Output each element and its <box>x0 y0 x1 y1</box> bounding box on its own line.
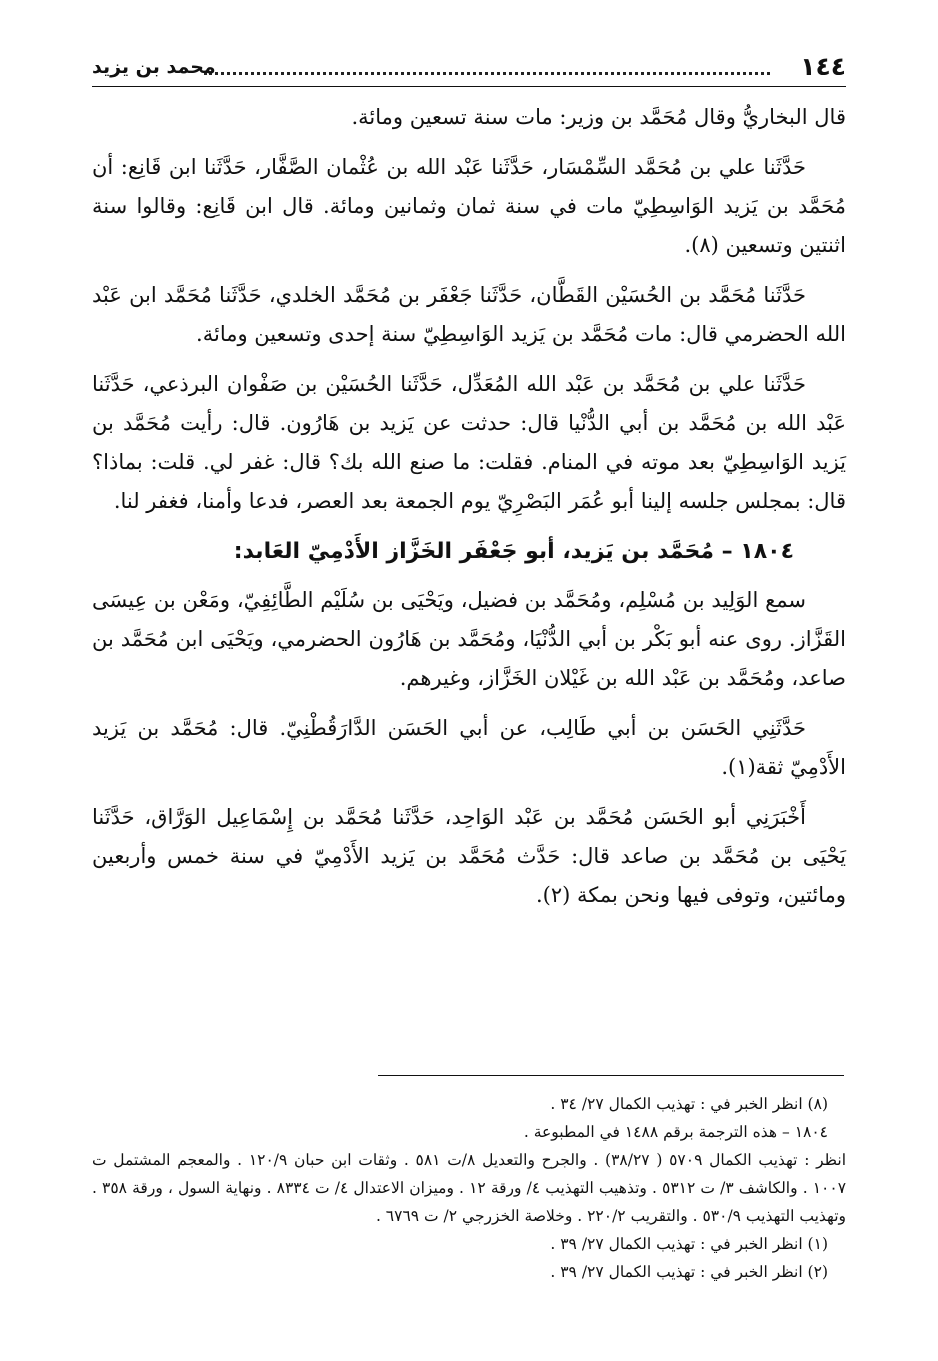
footnote-divider <box>378 1075 844 1076</box>
footnote: (٢) انظر الخبر في : تهذيب الكمال ٢٧/ ٣٩ . <box>550 1263 828 1281</box>
paragraph: قال البخاريُّ وقال مُحَمَّد بن وزير: مات سنة تسعين ومائة. <box>351 105 846 129</box>
running-head: محمد بن يزيد <box>92 56 216 78</box>
entry-paragraph: سمع الوَلِيد بن مُسْلِم، ومُحَمَّد بن فضيل، ويَحْيَى بن سُلَيْم الطَّائِفِيّ، ومَعْن بن عِيسَى القَزَّاز. روى عنه أبو بَكْر بن أبي الدُّنْيَا، ومُحَمَّد بن هَارُون الحضرمي، ويَحْيَى ابن مُحَمَّد بن صاعد، ومُحَمَّد بن عَبْد الله بن غَيْلان الخَزَّاز، وغيرهم. <box>92 588 846 690</box>
footnotes <box>92 1090 846 1286</box>
paragraph: حَدَّثَنا مُحَمَّد بن الحُسَيْن القَطَّان، حَدَّثَنا جَعْفَر بن مُحَمَّد الخلدي، حَدَّثَنا مُحَمَّد ابن عَبْد الله الحضرمي قال: مات مُحَمَّد بن يَزيد الوَاسِطِيّ سنة إحدى وتسعين ومائة. <box>92 283 846 346</box>
page-number: ١٤٤ <box>800 52 846 81</box>
page-header <box>92 50 846 87</box>
entry-paragraph: حَدَّثَنِي الحَسَن بن أبي طَالِب، عن أبي الحَسَن الدَّارَقُطْنِيّ. قال: مُحَمَّد بن يَزيد الأَدْمِيّ ثقة(١). <box>92 716 846 779</box>
dotted-leader <box>204 72 770 75</box>
footnote: ١٨٠٤ – هذه الترجمة برقم ١٤٨٨ في المطبوعة . <box>523 1123 828 1141</box>
footnote: (١) انظر الخبر في : تهذيب الكمال ٢٧/ ٣٩ . <box>550 1235 828 1253</box>
entry-paragraph: أَخْبَرَنِي أبو الحَسَن مُحَمَّد بن عَبْد الوَاحِد، حَدَّثَنا مُحَمَّد بن إِسْمَاعِيل الوَرَّاق، حَدَّثَنا يَحْيَى بن مُحَمَّد بن صاعد قال: حَدَّث مُحَمَّد بن يَزيد الأَدْمِيّ في سنة خمس وأربعين ومائتين، وتوفى فيها ونحن بمكة (٢). <box>92 805 846 907</box>
entry-heading: ١٨٠٤ – مُحَمَّد بن يَزيد، أبو جَعْفَر الخَزَّاز الأَدْمِيّ العَابد: <box>233 539 794 564</box>
footnote: (٨) انظر الخبر في : تهذيب الكمال ٢٧/ ٣٤ . <box>550 1095 828 1113</box>
paragraph: حَدَّثَنا علي بن مُحَمَّد بن عَبْد الله المُعَدِّل، حَدَّثَنا الحُسَيْن بن صَفْوان البرذعي، حَدَّثَنا عَبْد الله بن مُحَمَّد بن أبي الدُّنْيا قال: حدثت عن يَزيد بن هَارُون. قال: رأيت مُحَمَّد بن يَزيد الوَاسِطِيّ بعد موته في المنام. فقلت: ما صنع الله بك؟ قال: غفر لي. قلت: بماذا؟ قال: بمجلس جلسه إلينا أبو عُمَر البَصْرِيّ يوم الجمعة بعد العصر، فدعا وأمنا، فغفر لنا. <box>92 372 846 513</box>
footnote-sources: انظر : تهذيب الكمال ٥٧٠٩ ( ٣٨/٢٧) . والجرح والتعديل ٨/ت ٥٨١ . وثقات ابن حبان ١٢٠/٩ . والمعجم المشتمل ت ١٠٠٧ . والكاشف ٣/ ت ٥٣١٢ . وتذهيب التهذيب ٤/ ورقة ١٢ . وميزان الاعتدال ٤/ ت ٨٣٣٤ . ونهاية السول ، ورقة ٣٥٨ . وتهذيب التهذيب ٥٣٠/٩ . والتقريب ٢٢٠/٢ . وخلاصة الخزرجي ٢/ ت ٦٧٦٩ . <box>92 1151 847 1225</box>
paragraph: حَدَّثَنا علي بن مُحَمَّد السِّمْسَار، حَدَّثَنا عَبْد الله بن عُثْمان الصَّفَّار، حَدَّثَنا ابن قَانِع: أن مُحَمَّد بن يَزيد الوَاسِطِيّ مات في سنة ثمان وثمانين ومائة. قال ابن قَانِع: وقالوا سنة اثنتين وتسعين (٨). <box>92 155 846 257</box>
main-text <box>92 98 846 926</box>
